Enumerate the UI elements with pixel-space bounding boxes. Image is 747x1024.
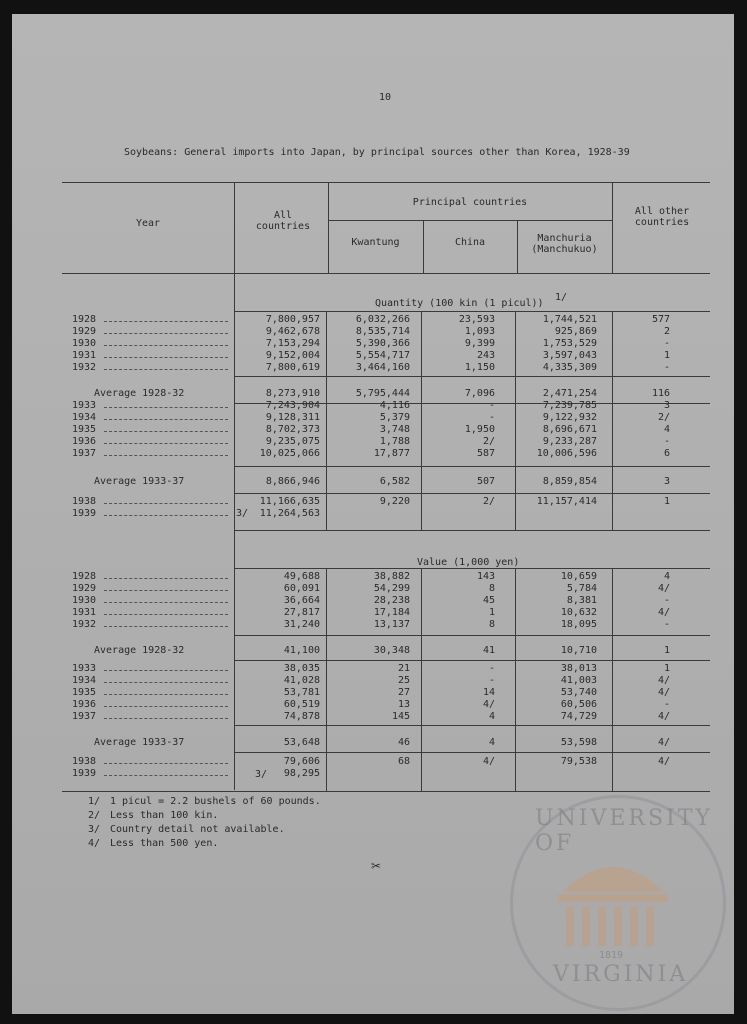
- rule-q-avg1-top: [234, 376, 710, 377]
- rule-quantity: [234, 311, 710, 312]
- quantity-1939-note: 3/: [236, 508, 249, 519]
- cell-all-countries: 8,702,373: [265, 424, 320, 435]
- leader-dots: [104, 419, 228, 420]
- cell-all-countries: 7,800,957: [265, 314, 320, 325]
- cell-all-countries: 74,878: [283, 711, 320, 722]
- cell-all-countries: 31,240: [283, 619, 320, 630]
- row-label-average: Average 1933-37: [94, 737, 185, 748]
- cell-china: -: [488, 412, 495, 423]
- cell-all-other: -: [663, 619, 670, 630]
- cell-manchuria: 74,729: [560, 711, 597, 722]
- cell-manchuria: 7,239,785: [542, 400, 597, 411]
- leader-dots: [104, 682, 228, 683]
- footnote-2-text: Less than 100 kin.: [110, 810, 219, 821]
- leader-dots: [104, 503, 228, 504]
- leader-dots: [104, 670, 228, 671]
- cell-all-countries: 36,664: [283, 595, 320, 606]
- cell-all-countries: 8,273,910: [265, 388, 320, 399]
- cell-all-countries: 53,781: [283, 687, 320, 698]
- cell-all-countries: 7,153,294: [265, 338, 320, 349]
- leader-dots: [104, 443, 228, 444]
- header-year: Year: [135, 218, 161, 229]
- header-manchukuo: (Manchukuo): [531, 244, 598, 255]
- cell-manchuria: 8,859,854: [542, 476, 597, 487]
- cell-all-other: -: [663, 436, 670, 447]
- rule-v-avg2-bottom: [234, 752, 710, 753]
- cell-kwantung: 28,238: [373, 595, 410, 606]
- cell-all-countries: 41,100: [283, 645, 320, 656]
- cell-china: 1: [488, 607, 495, 618]
- cell-manchuria: 60,506: [560, 699, 597, 710]
- header-all-other: All other countries: [634, 206, 690, 228]
- footnote-4-mark: 4/: [88, 838, 101, 849]
- row-label-average: Average 1928-32: [94, 645, 185, 656]
- header-china: China: [454, 237, 486, 248]
- leader-dots: [104, 345, 228, 346]
- cell-china: 1,150: [464, 362, 495, 373]
- page-number: 10: [378, 92, 392, 103]
- row-year: 1929: [72, 583, 97, 594]
- cell-all-countries: 60,091: [283, 583, 320, 594]
- cell-all-countries: 53,648: [283, 737, 320, 748]
- leader-dots: [104, 763, 228, 764]
- leader-dots: [104, 431, 228, 432]
- leader-dots: [104, 694, 228, 695]
- cell-all-countries: 7,243,904: [265, 400, 320, 411]
- leader-dots: [104, 706, 228, 707]
- leader-dots: [104, 321, 228, 322]
- cell-china: 587: [476, 448, 495, 459]
- leader-dots: [104, 718, 228, 719]
- row-year: 1931: [72, 350, 97, 361]
- header-kwantung: Kwantung: [351, 237, 400, 248]
- cell-all-other: 4/: [657, 583, 670, 594]
- cell-china: 243: [476, 350, 495, 361]
- cell-all-countries: 8,866,946: [265, 476, 320, 487]
- cell-manchuria: 41,003: [560, 675, 597, 686]
- cell-all-other: 4/: [657, 607, 670, 618]
- q-col-div-4: [612, 311, 613, 530]
- row-year: 1932: [72, 362, 97, 373]
- cell-all-other: 1: [663, 496, 670, 507]
- cell-manchuria: 10,632: [560, 607, 597, 618]
- rule-v-avg1-top: [234, 635, 710, 636]
- cell-china: 4: [488, 711, 495, 722]
- leader-dots: [104, 602, 228, 603]
- leader-dots: [104, 515, 228, 516]
- cell-manchuria: 11,157,414: [536, 496, 597, 507]
- leader-dots: [104, 455, 228, 456]
- cell-kwantung: 13: [397, 699, 410, 710]
- cell-china: 2/: [482, 496, 495, 507]
- cell-all-other: 6: [663, 448, 670, 459]
- row-year: 1933: [72, 400, 97, 411]
- cell-all-other: 4: [663, 424, 670, 435]
- cell-all-other: 3: [663, 476, 670, 487]
- cell-all-other: 4: [663, 571, 670, 582]
- cell-kwantung: 5,379: [379, 412, 410, 423]
- cell-kwantung: 5,390,366: [355, 338, 410, 349]
- cell-all-other: 3: [663, 400, 670, 411]
- q-col-div-1: [326, 311, 327, 530]
- seal-text-bottom: VIRGINIA: [553, 962, 689, 987]
- row-year: 1930: [72, 338, 97, 349]
- cell-all-other: 4/: [657, 687, 670, 698]
- row-year: 1935: [72, 687, 97, 698]
- cell-all-other: 577: [651, 314, 670, 325]
- footnote-3-text: Country detail not available.: [110, 824, 285, 835]
- cell-china: 143: [476, 571, 495, 582]
- row-year: 1936: [72, 699, 97, 710]
- row-year: 1934: [72, 412, 97, 423]
- cell-manchuria: 10,659: [560, 571, 597, 582]
- cell-kwantung: 54,299: [373, 583, 410, 594]
- cell-all-countries: 9,152,004: [265, 350, 320, 361]
- quantity-section-label: Quantity (100 kin (1 picul)): [375, 298, 544, 309]
- row-year: 1928: [72, 571, 97, 582]
- cell-manchuria: 79,538: [560, 756, 597, 767]
- cell-china: 7,096: [464, 388, 495, 399]
- cell-manchuria: 10,006,596: [536, 448, 597, 459]
- q-col-div-3: [515, 311, 516, 530]
- cell-kwantung: 30,348: [373, 645, 410, 656]
- value-1939-note: 3/: [255, 769, 268, 780]
- cell-kwantung: 21: [397, 663, 410, 674]
- cell-kwantung: 17,877: [373, 448, 410, 459]
- rule-q-end: [234, 530, 710, 531]
- cell-china: 23,593: [458, 314, 495, 325]
- cell-all-other: 4/: [657, 737, 670, 748]
- rotunda-icon: [548, 842, 678, 957]
- cell-manchuria: 1,744,521: [542, 314, 597, 325]
- cell-all-other: -: [663, 595, 670, 606]
- cell-manchuria: 3,597,043: [542, 350, 597, 361]
- cell-china: 9,399: [464, 338, 495, 349]
- cell-china: 8: [488, 583, 495, 594]
- cell-all-other: -: [663, 699, 670, 710]
- cell-all-other: -: [663, 362, 670, 373]
- leader-dots: [104, 590, 228, 591]
- row-year: 1938: [72, 756, 97, 767]
- cell-manchuria: 53,740: [560, 687, 597, 698]
- row-year: 1935: [72, 424, 97, 435]
- cell-kwantung: 68: [397, 756, 410, 767]
- cell-china: 4/: [482, 756, 495, 767]
- rule-v-avg2-top: [234, 725, 710, 726]
- cell-china: -: [488, 400, 495, 411]
- seal-text-top: UNIVERSITY OF: [535, 806, 713, 856]
- cell-kwantung: 1,788: [379, 436, 410, 447]
- footnote-3-mark: 3/: [88, 824, 101, 835]
- v-col-div-3: [515, 568, 516, 791]
- cell-manchuria: 925,869: [554, 326, 597, 337]
- cell-kwantung: 17,184: [373, 607, 410, 618]
- rule-bottom: [62, 791, 710, 792]
- cell-all-other: 1: [663, 350, 670, 361]
- header-manchuria: Manchuria: [537, 233, 592, 244]
- cell-all-countries: 11,264,563: [259, 508, 320, 519]
- leader-dots: [104, 614, 228, 615]
- cell-china: 8: [488, 619, 495, 630]
- row-year: 1928: [72, 314, 97, 325]
- footnote-1-text: 1 picul = 2.2 bushels of 60 pounds.: [110, 796, 321, 807]
- cell-all-countries: 27,817: [283, 607, 320, 618]
- cell-china: 41: [482, 645, 495, 656]
- leader-dots: [104, 407, 228, 408]
- seal-year: 1819: [599, 950, 624, 961]
- cell-all-other: 1: [663, 663, 670, 674]
- cell-kwantung: 25: [397, 675, 410, 686]
- cell-china: 4: [488, 737, 495, 748]
- row-year: 1937: [72, 448, 97, 459]
- v-col-div-2: [421, 568, 422, 791]
- leader-dots: [104, 626, 228, 627]
- cell-kwantung: 8,535,714: [355, 326, 410, 337]
- row-year: 1932: [72, 619, 97, 630]
- cell-all-other: 2/: [657, 412, 670, 423]
- cell-china: 4/: [482, 699, 495, 710]
- cell-china: 45: [482, 595, 495, 606]
- cell-kwantung: 5,795,444: [355, 388, 410, 399]
- cell-kwantung: 46: [397, 737, 410, 748]
- cell-manchuria: 4,335,309: [542, 362, 597, 373]
- table-title: Soybeans: General imports into Japan, by principal sources other than Korea, 1928-39: [124, 147, 630, 158]
- cell-manchuria: 2,471,254: [542, 388, 597, 399]
- cell-manchuria: 1,753,529: [542, 338, 597, 349]
- v-col-div-4: [612, 568, 613, 791]
- q-col-div-2: [421, 311, 422, 530]
- rule-v-avg1-bottom: [234, 660, 710, 661]
- row-year: 1933: [72, 663, 97, 674]
- cell-all-countries: 98,295: [283, 768, 320, 779]
- row-year: 1930: [72, 595, 97, 606]
- cell-all-countries: 7,800,619: [265, 362, 320, 373]
- rule-q-avg2-top: [234, 466, 710, 467]
- cell-china: 2/: [482, 436, 495, 447]
- row-year: 1938: [72, 496, 97, 507]
- col-divider-1: [234, 182, 235, 790]
- cell-china: -: [488, 675, 495, 686]
- leader-dots: [104, 357, 228, 358]
- row-label-average: Average 1933-37: [94, 476, 185, 487]
- footnote-1-mark: 1/: [88, 796, 101, 807]
- cell-manchuria: 18,095: [560, 619, 597, 630]
- cell-manchuria: 5,784: [566, 583, 597, 594]
- cell-all-countries: 10,025,066: [259, 448, 320, 459]
- cell-all-countries: 49,688: [283, 571, 320, 582]
- cell-manchuria: 9,233,287: [542, 436, 597, 447]
- cell-kwantung: 27: [397, 687, 410, 698]
- cell-all-countries: 38,035: [283, 663, 320, 674]
- cell-all-other: 116: [651, 388, 670, 399]
- row-label-average: Average 1928-32: [94, 388, 185, 399]
- cell-manchuria: 38,013: [560, 663, 597, 674]
- cell-manchuria: 9,122,932: [542, 412, 597, 423]
- cell-all-other: 4/: [657, 756, 670, 767]
- cell-manchuria: 8,381: [566, 595, 597, 606]
- quantity-note-mark: 1/: [555, 292, 568, 303]
- footnote-4-text: Less than 500 yen.: [110, 838, 219, 849]
- header-all-countries: All countries: [255, 210, 311, 232]
- cell-all-other: 4/: [657, 675, 670, 686]
- row-year: 1939: [72, 508, 97, 519]
- cell-all-other: -: [663, 338, 670, 349]
- col-divider-5: [612, 182, 613, 274]
- cell-kwantung: 3,748: [379, 424, 410, 435]
- cell-china: -: [488, 663, 495, 674]
- cell-kwantung: 6,582: [379, 476, 410, 487]
- cell-kwantung: 145: [391, 711, 410, 722]
- cell-manchuria: 10,710: [560, 645, 597, 656]
- cell-china: 1,950: [464, 424, 495, 435]
- row-year: 1937: [72, 711, 97, 722]
- cell-kwantung: 3,464,160: [355, 362, 410, 373]
- end-ornament-icon: ✂: [371, 856, 381, 875]
- cell-all-countries: 60,519: [283, 699, 320, 710]
- leader-dots: [104, 578, 228, 579]
- row-year: 1934: [72, 675, 97, 686]
- header-principal-countries: Principal countries: [412, 197, 528, 208]
- leader-dots: [104, 775, 228, 776]
- cell-kwantung: 13,137: [373, 619, 410, 630]
- cell-all-countries: 41,028: [283, 675, 320, 686]
- value-section-label: Value (1,000 yen): [417, 557, 520, 568]
- row-year: 1939: [72, 768, 97, 779]
- cell-manchuria: 8,696,671: [542, 424, 597, 435]
- cell-kwantung: 5,554,717: [355, 350, 410, 361]
- cell-china: 507: [476, 476, 495, 487]
- cell-all-countries: 9,462,678: [265, 326, 320, 337]
- cell-kwantung: 4,116: [379, 400, 410, 411]
- cell-kwantung: 9,220: [379, 496, 410, 507]
- cell-all-other: 4/: [657, 711, 670, 722]
- leader-dots: [104, 369, 228, 370]
- cell-kwantung: 38,882: [373, 571, 410, 582]
- cell-all-other: 1: [663, 645, 670, 656]
- rule-principal: [328, 220, 612, 221]
- v-col-div-1: [326, 568, 327, 791]
- cell-china: 1,093: [464, 326, 495, 337]
- cell-all-countries: 79,606: [283, 756, 320, 767]
- cell-china: 14: [482, 687, 495, 698]
- leader-dots: [104, 333, 228, 334]
- row-year: 1929: [72, 326, 97, 337]
- row-year: 1931: [72, 607, 97, 618]
- cell-manchuria: 53,598: [560, 737, 597, 748]
- cell-all-countries: 11,166,635: [259, 496, 320, 507]
- cell-all-countries: 9,128,311: [265, 412, 320, 423]
- cell-kwantung: 6,032,266: [355, 314, 410, 325]
- row-year: 1936: [72, 436, 97, 447]
- col-divider-2: [328, 182, 329, 274]
- rule-q-avg2-bottom: [234, 493, 710, 494]
- cell-all-countries: 9,235,075: [265, 436, 320, 447]
- cell-all-other: 2: [663, 326, 670, 337]
- footnote-2-mark: 2/: [88, 810, 101, 821]
- rule-value: [234, 568, 710, 569]
